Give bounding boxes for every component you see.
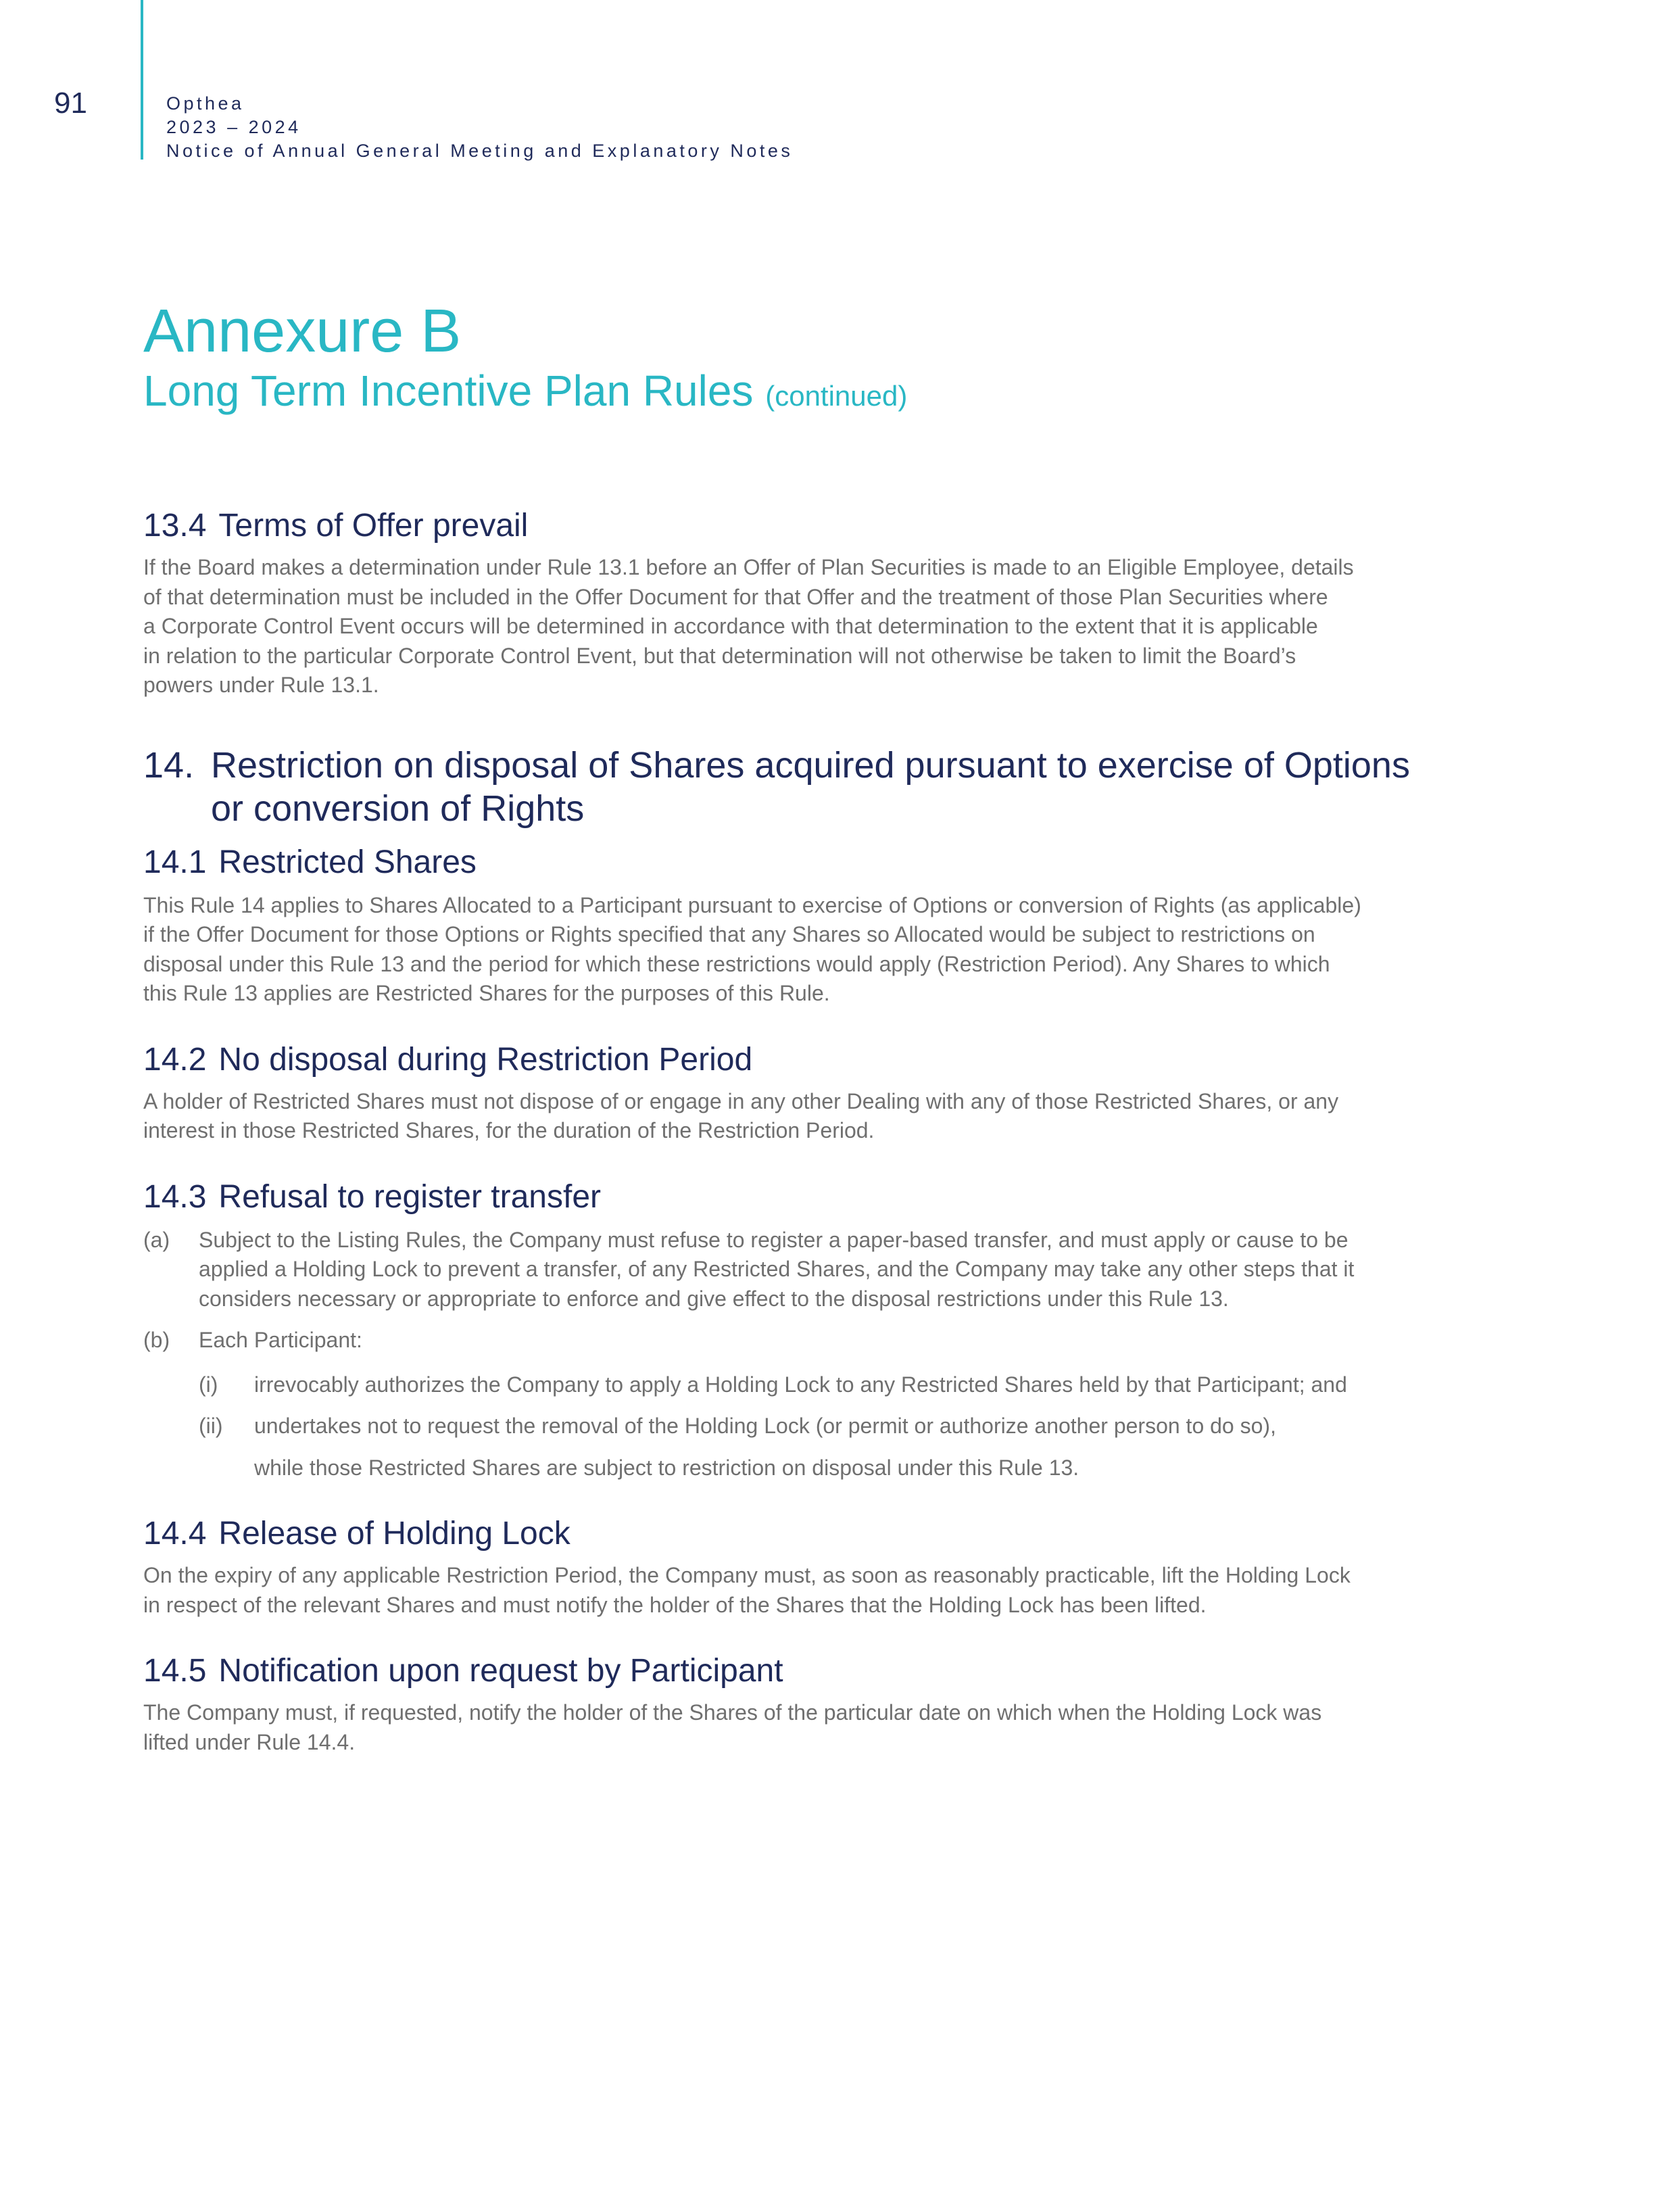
section-title: No disposal during Restriction Period [218,1041,753,1078]
header-years: 2023 – 2024 [166,117,301,137]
paragraph-line: undertakes not to request the removal of the Holding Lock (or permit or authorize another person to do so), [254,1414,1276,1438]
list-item-i [143,1370,1536,1400]
section-14-5 [143,1651,1536,1757]
paragraph-line: a Corporate Control Event occurs will be determined in accordance with that determination to the extent that it is applicable [143,614,1318,638]
section-number: 14.2 [143,1041,207,1078]
section-13-4 [143,506,1536,700]
subtitle-text: Long Term Incentive Plan Rules [143,366,754,415]
section-title-line-2: or conversion of Rights [211,788,585,829]
section-title-line-1: Restriction on disposal of Shares acquired pursuant to exercise of Options [211,744,1410,786]
section-number: 14.1 [143,844,207,880]
section-14-1 [143,842,1536,1009]
section-number: 14. [143,744,195,786]
paragraph-line: On the expiry of any applicable Restriction Period, the Company must, as soon as reasonably practicable, lift the Holding Lock [143,1563,1351,1587]
header-document-title: Notice of Annual General Meeting and Explanatory Notes [166,141,794,161]
paragraph-line: lifted under Rule 14.4. [143,1729,356,1754]
section-number: 14.4 [143,1516,207,1552]
section-number: 14.3 [143,1178,207,1215]
paragraph-line: in relation to the particular Corporate Control Event, but that determination will not otherwise be taken to limit the Board’s [143,643,1296,668]
list-label: (i) [199,1372,218,1397]
section-title: Restricted Shares [218,844,477,880]
paragraph-line: This Rule 14 applies to Shares Allocated to a Participant pursuant to exercise of Options or conversion of Rights (as applicable) [143,892,1361,917]
header-divider [141,0,143,160]
list-item-a [143,1226,1536,1314]
paragraph-line: in respect of the relevant Shares and must notify the holder of the Shares that the Holding Lock has been lifted. [143,1592,1207,1617]
paragraph-line: considers necessary or appropriate to enforce and give effect to the disposal restrictions under this Rule 13. [199,1286,1229,1311]
paragraph-line: A holder of Restricted Shares must not dispose of or engage in any other Dealing with any of those Restricted Shares, or any [143,1088,1339,1113]
page-content [143,297,1536,1757]
section-title: Refusal to register transfer [218,1178,601,1215]
list-item-ii [143,1412,1536,1441]
section-title: Release of Holding Lock [218,1516,570,1552]
section-heading [143,842,1536,883]
section-14-3 [143,1177,1536,1483]
section-heading [143,1177,1536,1218]
paragraph-line: this Rule 13 applies are Restricted Shares for the purposes of this Rule. [143,981,830,1005]
paragraph-line: Each Participant: [199,1328,362,1352]
list-label: (ii) [199,1414,223,1438]
paragraph-line: Subject to the Listing Rules, the Company must refuse to register a paper-based transfer, and must apply or cause to be [199,1227,1348,1252]
section-heading [143,1651,1536,1691]
section-number: 14.5 [143,1653,207,1689]
section-14-2 [143,1040,1536,1146]
section-heading [143,1040,1536,1080]
paragraph-line: irrevocably authorizes the Company to apply a Holding Lock to any Restricted Shares held by that Participant; and [254,1372,1347,1397]
list-label: (a) [143,1227,170,1252]
section-title: Notification upon request by Participant [218,1653,783,1689]
paragraph-line: interest in those Restricted Shares, for the duration of the Restriction Period. [143,1118,875,1143]
annexure-subtitle [143,365,1536,422]
list-label: (b) [143,1328,170,1352]
paragraph-line: If the Board makes a determination under Rule 13.1 before an Offer of Plan Securities is made to an Eligible Employee, details [143,555,1354,579]
paragraph-line: powers under Rule 13.1. [143,673,379,697]
page-number: 91 [54,87,87,120]
header-company: Opthea [166,93,245,114]
section-number: 13.4 [143,508,207,544]
section-title: Terms of Offer prevail [218,508,529,544]
paragraph-line: The Company must, if requested, notify the holder of the Shares of the particular date on which when the Holding Lock was [143,1700,1322,1725]
paragraph-line: if the Offer Document for those Options or Rights specified that any Shares so Allocated would be subject to restrictions on [143,922,1315,946]
paragraph-line: disposal under this Rule 13 and the period for which these restrictions would apply (Restriction Period). Any Shares to which [143,951,1330,976]
main-section-heading [143,744,1536,830]
section-heading [143,1514,1536,1554]
list-item-b [143,1326,1536,1355]
continued-label: (continued) [765,380,908,412]
annexure-title: Annexure B [143,297,462,365]
paragraph-line: of that determination must be included in the Offer Document for that Offer and the treatment of those Plan Securities where [143,584,1328,609]
paragraph-line: while those Restricted Shares are subject to restriction on disposal under this Rule 13. [254,1455,1079,1480]
running-header [166,92,793,163]
section-14-4 [143,1514,1536,1620]
section-14 [143,744,1536,830]
section-heading [143,506,1536,546]
paragraph-line: applied a Holding Lock to prevent a transfer, of any Restricted Shares, and the Company may take any other steps that it [199,1257,1355,1281]
